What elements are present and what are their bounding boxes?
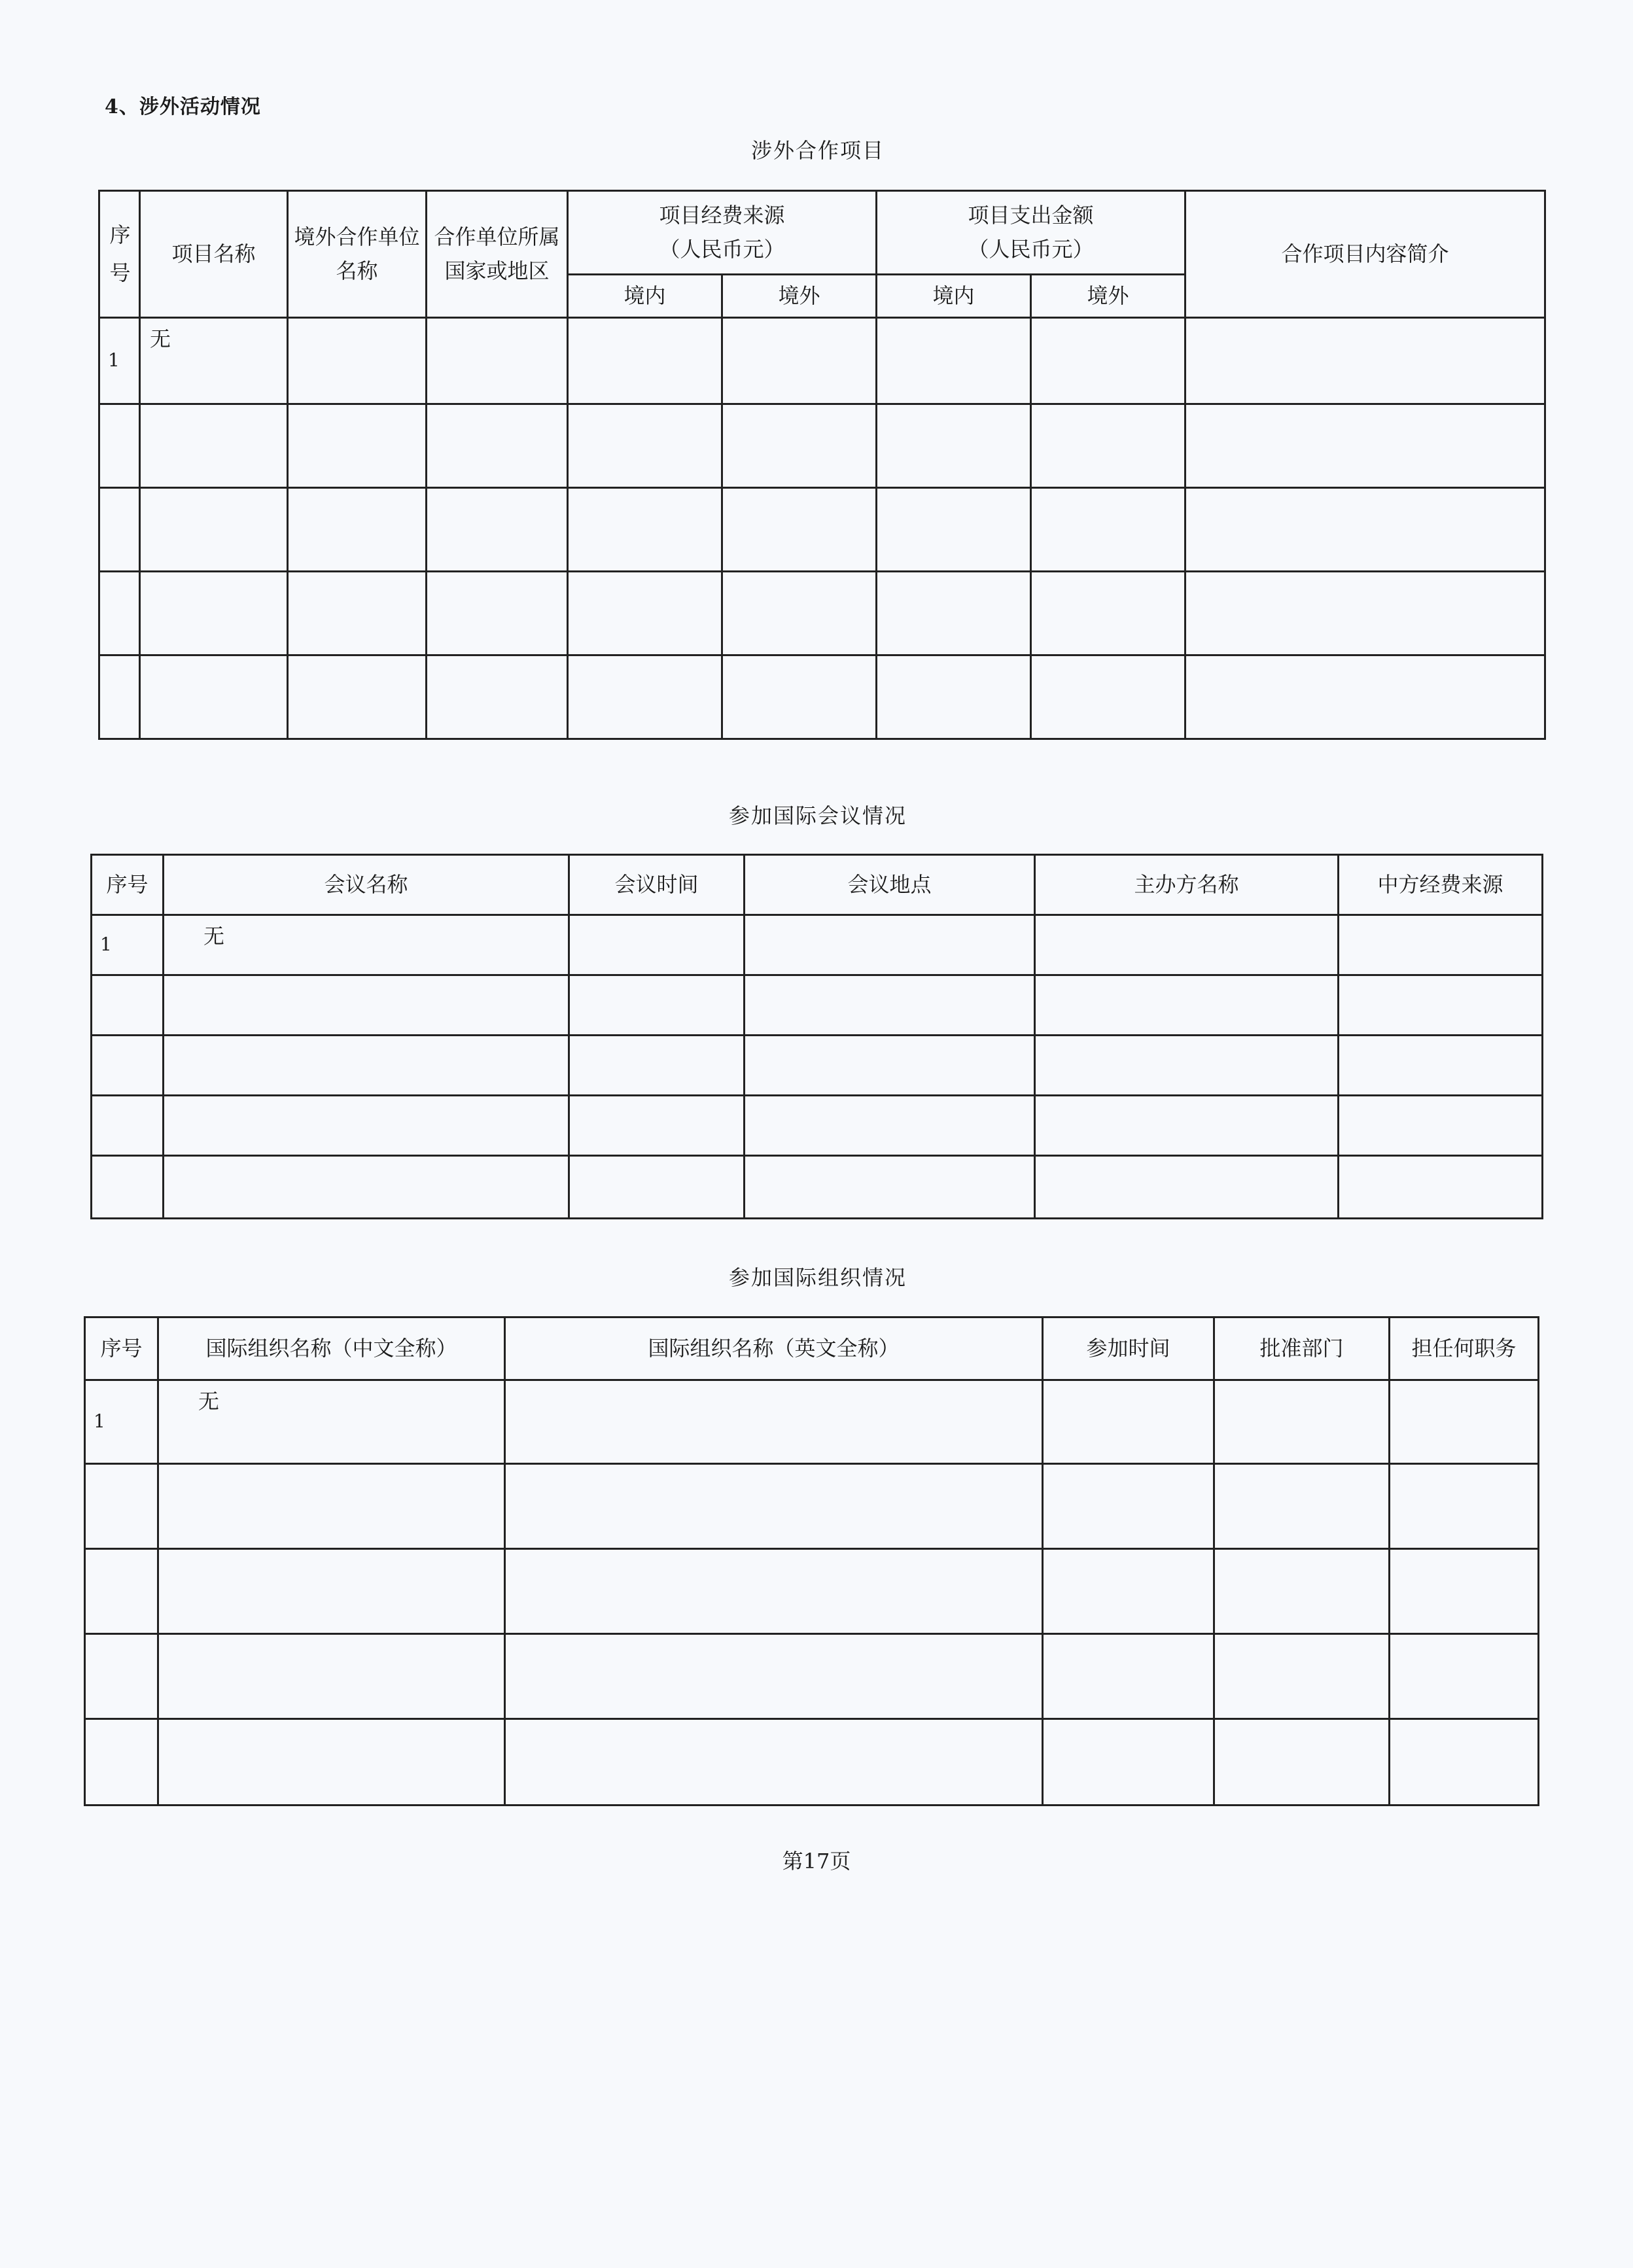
table-row xyxy=(92,1036,1543,1096)
organizations-table xyxy=(84,1316,1539,1806)
col-funding-header xyxy=(568,191,877,275)
col-org-name-en-header: 国际组织名称（英文全称） xyxy=(505,1317,1043,1380)
col-seq-header: 序号 xyxy=(85,1317,158,1380)
expense-domestic-header: 境内 xyxy=(877,275,1031,318)
row-seq: 1 xyxy=(99,318,140,404)
table-row xyxy=(85,1380,1539,1464)
expense-unit: （人民币元） xyxy=(968,236,1094,262)
conferences-caption: 参加国际会议情况 xyxy=(728,803,907,828)
col-organizer-header: 主办方名称 xyxy=(1035,855,1339,915)
row-name: 无 xyxy=(158,1380,505,1464)
table-row xyxy=(85,1464,1539,1549)
table-row xyxy=(92,1156,1543,1219)
section-heading: 4、涉外活动情况 xyxy=(105,96,261,118)
expense-overseas-header: 境外 xyxy=(1031,275,1185,318)
table-row xyxy=(85,1719,1539,1806)
col-expense-header xyxy=(877,191,1185,275)
col-position-header: 担任何职务 xyxy=(1390,1317,1539,1380)
col-org-name-cn-header: 国际组织名称（中文全称） xyxy=(158,1317,505,1380)
cooperation-table xyxy=(98,190,1546,740)
cooperation-caption: 涉外合作项目 xyxy=(750,138,885,163)
table-row xyxy=(85,1634,1539,1719)
col-seq-header: 序号 xyxy=(92,855,164,915)
funding-label: 项目经费来源 xyxy=(659,203,785,228)
col-foreign-unit-header: 境外合作单位名称 xyxy=(288,191,427,318)
row-name: 无 xyxy=(140,318,288,404)
funding-domestic-header: 境内 xyxy=(568,275,722,318)
table-row xyxy=(99,488,1545,572)
table-row xyxy=(92,975,1543,1036)
funding-overseas-header: 境外 xyxy=(722,275,877,318)
page-number: 第17页 xyxy=(782,1849,851,1874)
col-join-time-header: 参加时间 xyxy=(1043,1317,1214,1380)
col-name-header: 项目名称 xyxy=(140,191,288,318)
col-conference-name-header: 会议名称 xyxy=(164,855,569,915)
table-row xyxy=(92,1096,1543,1156)
table-row xyxy=(85,1549,1539,1634)
row-seq: 1 xyxy=(85,1380,158,1464)
row-name: 无 xyxy=(164,915,569,975)
col-funding-source-header: 中方经费来源 xyxy=(1339,855,1543,915)
table-row xyxy=(99,572,1545,655)
col-seq-header: 序号 xyxy=(99,191,140,318)
col-summary-header: 合作项目内容简介 xyxy=(1185,191,1545,318)
col-country-header: 合作单位所属国家或地区 xyxy=(427,191,568,318)
expense-label: 项目支出金额 xyxy=(968,203,1094,228)
col-conference-time-header: 会议时间 xyxy=(569,855,745,915)
table-row xyxy=(92,915,1543,975)
col-approval-dept-header: 批准部门 xyxy=(1214,1317,1390,1380)
table-row xyxy=(99,318,1545,404)
funding-unit: （人民币元） xyxy=(659,236,785,262)
row-seq: 1 xyxy=(92,915,164,975)
col-conference-location-header: 会议地点 xyxy=(745,855,1035,915)
conferences-table xyxy=(90,854,1543,1219)
table-row xyxy=(99,404,1545,488)
table-row xyxy=(99,655,1545,739)
organizations-caption: 参加国际组织情况 xyxy=(728,1265,907,1290)
